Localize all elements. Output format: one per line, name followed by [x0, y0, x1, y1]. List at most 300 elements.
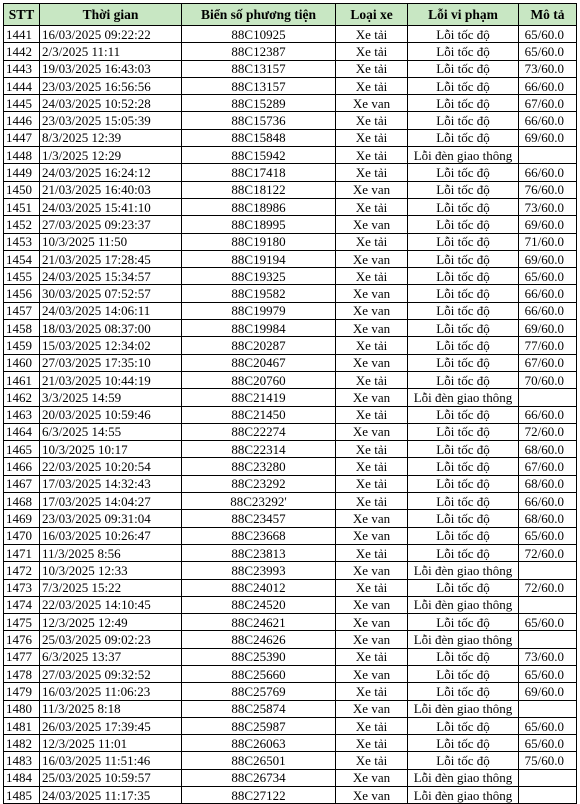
- cell-vehicle-type: Xe tải: [336, 60, 408, 77]
- cell-description: 68/60.0: [519, 475, 577, 492]
- cell-description: 76/60.0: [519, 181, 577, 198]
- table-row: [4, 233, 577, 250]
- cell-violation: Lỗi đèn giao thông: [408, 147, 519, 164]
- cell-time: 25/03/2025 10:59:57: [40, 769, 182, 786]
- cell-plate: 88C23993: [182, 562, 336, 579]
- cell-time: 8/3/2025 12:39: [40, 129, 182, 146]
- cell-time: 16/03/2025 11:51:46: [40, 752, 182, 769]
- table-row: [4, 683, 577, 700]
- cell-violation: Lỗi tốc độ: [408, 493, 519, 510]
- table-row: [4, 579, 577, 596]
- cell-description: 67/60.0: [519, 354, 577, 371]
- cell-description: 73/60.0: [519, 648, 577, 665]
- header-vehicle-type: Loại xe: [336, 4, 408, 26]
- cell-description: [519, 787, 577, 804]
- table-row: [4, 527, 577, 544]
- cell-description: [519, 700, 577, 717]
- cell-violation: Lỗi tốc độ: [408, 233, 519, 250]
- cell-vehicle-type: Xe van: [336, 527, 408, 544]
- cell-stt: 1468: [4, 493, 40, 510]
- table-row: [4, 112, 577, 129]
- cell-violation: Lỗi tốc độ: [408, 250, 519, 267]
- table-row: [4, 735, 577, 752]
- cell-stt: 1469: [4, 510, 40, 527]
- cell-plate: 88C25769: [182, 683, 336, 700]
- cell-description: 69/60.0: [519, 320, 577, 337]
- cell-plate: 88C19979: [182, 302, 336, 319]
- table-row: [4, 198, 577, 215]
- cell-stt: 1472: [4, 562, 40, 579]
- cell-time: 24/03/2025 10:52:28: [40, 95, 182, 112]
- cell-violation: Lỗi tốc độ: [408, 752, 519, 769]
- cell-time: 23/03/2025 09:31:04: [40, 510, 182, 527]
- cell-vehicle-type: Xe tải: [336, 579, 408, 596]
- cell-stt: 1470: [4, 527, 40, 544]
- cell-time: 19/03/2025 16:43:03: [40, 60, 182, 77]
- cell-vehicle-type: Xe tải: [336, 164, 408, 181]
- cell-violation: Lỗi tốc độ: [408, 441, 519, 458]
- cell-stt: 1449: [4, 164, 40, 181]
- cell-description: 66/60.0: [519, 285, 577, 302]
- cell-description: [519, 562, 577, 579]
- cell-stt: 1460: [4, 354, 40, 371]
- cell-vehicle-type: Xe van: [336, 302, 408, 319]
- table-row: [4, 181, 577, 198]
- cell-time: 16/03/2025 10:26:47: [40, 527, 182, 544]
- cell-plate: 88C15736: [182, 112, 336, 129]
- cell-description: 66/60.0: [519, 302, 577, 319]
- header-plate: Biển số phương tiện: [182, 4, 336, 26]
- cell-description: 72/60.0: [519, 544, 577, 561]
- cell-vehicle-type: Xe van: [336, 95, 408, 112]
- cell-vehicle-type: Xe tải: [336, 458, 408, 475]
- cell-stt: 1461: [4, 371, 40, 388]
- cell-description: [519, 631, 577, 648]
- cell-description: 77/60.0: [519, 337, 577, 354]
- cell-violation: Lỗi tốc độ: [408, 544, 519, 561]
- cell-vehicle-type: Xe van: [336, 181, 408, 198]
- cell-vehicle-type: Xe tải: [336, 112, 408, 129]
- cell-violation: Lỗi tốc độ: [408, 510, 519, 527]
- table-row: [4, 95, 577, 112]
- cell-vehicle-type: Xe van: [336, 787, 408, 804]
- cell-plate: 88C19194: [182, 250, 336, 267]
- cell-vehicle-type: Xe van: [336, 562, 408, 579]
- cell-stt: 1462: [4, 389, 40, 406]
- header-time: Thời gian: [40, 4, 182, 26]
- cell-plate: 88C19984: [182, 320, 336, 337]
- cell-time: 15/03/2025 12:34:02: [40, 337, 182, 354]
- table-row: [4, 544, 577, 561]
- cell-stt: 1451: [4, 198, 40, 215]
- cell-stt: 1463: [4, 406, 40, 423]
- table-row: [4, 389, 577, 406]
- cell-vehicle-type: Xe van: [336, 665, 408, 682]
- table-row: [4, 43, 577, 60]
- cell-time: 21/03/2025 17:28:45: [40, 250, 182, 267]
- cell-time: 27/03/2025 09:32:52: [40, 665, 182, 682]
- cell-violation: Lỗi tốc độ: [408, 268, 519, 285]
- cell-description: 65/60.0: [519, 665, 577, 682]
- cell-stt: 1476: [4, 631, 40, 648]
- cell-stt: 1444: [4, 77, 40, 94]
- cell-violation: Lỗi tốc độ: [408, 181, 519, 198]
- table-row: [4, 268, 577, 285]
- table-row: [4, 250, 577, 267]
- cell-vehicle-type: Xe tải: [336, 337, 408, 354]
- table-row: [4, 752, 577, 769]
- cell-plate: 88C18122: [182, 181, 336, 198]
- cell-violation: Lỗi tốc độ: [408, 665, 519, 682]
- cell-time: 1/3/2025 12:29: [40, 147, 182, 164]
- cell-vehicle-type: Xe van: [336, 354, 408, 371]
- cell-plate: 88C26501: [182, 752, 336, 769]
- cell-description: 75/60.0: [519, 752, 577, 769]
- cell-description: 66/60.0: [519, 493, 577, 510]
- header-stt: STT: [4, 4, 40, 26]
- cell-violation: Lỗi tốc độ: [408, 371, 519, 388]
- cell-description: 65/60.0: [519, 268, 577, 285]
- cell-stt: 1477: [4, 648, 40, 665]
- cell-plate: 88C19582: [182, 285, 336, 302]
- cell-stt: 1456: [4, 285, 40, 302]
- cell-vehicle-type: Xe tải: [336, 717, 408, 734]
- cell-violation: Lỗi tốc độ: [408, 216, 519, 233]
- cell-plate: 88C24520: [182, 596, 336, 613]
- cell-plate: 88C17418: [182, 164, 336, 181]
- cell-vehicle-type: Xe tải: [336, 43, 408, 60]
- table-row: [4, 631, 577, 648]
- cell-description: 72/60.0: [519, 423, 577, 440]
- cell-plate: 88C24626: [182, 631, 336, 648]
- cell-violation: Lỗi tốc độ: [408, 614, 519, 631]
- cell-plate: 88C23457: [182, 510, 336, 527]
- cell-plate: 88C23292: [182, 475, 336, 492]
- cell-plate: 88C20760: [182, 371, 336, 388]
- cell-vehicle-type: Xe van: [336, 596, 408, 613]
- cell-stt: 1446: [4, 112, 40, 129]
- cell-vehicle-type: Xe tải: [336, 233, 408, 250]
- table-row: [4, 320, 577, 337]
- cell-plate: 88C26063: [182, 735, 336, 752]
- table-row: [4, 787, 577, 804]
- table-row: [4, 337, 577, 354]
- cell-stt: 1442: [4, 43, 40, 60]
- cell-time: 18/03/2025 08:37:00: [40, 320, 182, 337]
- cell-vehicle-type: Xe van: [336, 216, 408, 233]
- cell-violation: Lỗi tốc độ: [408, 475, 519, 492]
- cell-time: 24/03/2025 15:34:57: [40, 268, 182, 285]
- cell-description: 73/60.0: [519, 198, 577, 215]
- cell-time: 6/3/2025 14:55: [40, 423, 182, 440]
- table-row: [4, 475, 577, 492]
- cell-stt: 1471: [4, 544, 40, 561]
- cell-description: 73/60.0: [519, 60, 577, 77]
- cell-description: 65/60.0: [519, 614, 577, 631]
- table-row: [4, 510, 577, 527]
- table-row: [4, 441, 577, 458]
- cell-description: 66/60.0: [519, 112, 577, 129]
- cell-time: 11/3/2025 8:18: [40, 700, 182, 717]
- cell-time: 27/03/2025 17:35:10: [40, 354, 182, 371]
- cell-stt: 1466: [4, 458, 40, 475]
- cell-violation: Lỗi tốc độ: [408, 406, 519, 423]
- cell-stt: 1481: [4, 717, 40, 734]
- cell-violation: Lỗi tốc độ: [408, 198, 519, 215]
- cell-violation: Lỗi tốc độ: [408, 683, 519, 700]
- cell-time: 21/03/2025 16:40:03: [40, 181, 182, 198]
- header-description: Mô tả: [519, 4, 577, 26]
- cell-stt: 1482: [4, 735, 40, 752]
- table-row: [4, 423, 577, 440]
- cell-stt: 1447: [4, 129, 40, 146]
- cell-vehicle-type: Xe tải: [336, 198, 408, 215]
- cell-time: 20/03/2025 10:59:46: [40, 406, 182, 423]
- cell-vehicle-type: Xe tải: [336, 493, 408, 510]
- cell-plate: 88C15942: [182, 147, 336, 164]
- table-row: [4, 164, 577, 181]
- table-header-row: [4, 4, 577, 26]
- cell-violation: Lỗi tốc độ: [408, 77, 519, 94]
- cell-violation: Lỗi tốc độ: [408, 423, 519, 440]
- cell-plate: 88C22314: [182, 441, 336, 458]
- cell-violation: Lỗi đèn giao thông: [408, 631, 519, 648]
- table-row: [4, 60, 577, 77]
- cell-stt: 1483: [4, 752, 40, 769]
- cell-plate: 88C20287: [182, 337, 336, 354]
- cell-violation: Lỗi tốc độ: [408, 354, 519, 371]
- cell-description: 66/60.0: [519, 164, 577, 181]
- cell-vehicle-type: Xe van: [336, 423, 408, 440]
- cell-vehicle-type: Xe tải: [336, 77, 408, 94]
- cell-plate: 88C10925: [182, 26, 336, 43]
- cell-description: 65/60.0: [519, 26, 577, 43]
- cell-time: 26/03/2025 17:39:45: [40, 717, 182, 734]
- cell-stt: 1448: [4, 147, 40, 164]
- cell-description: [519, 147, 577, 164]
- cell-violation: Lỗi tốc độ: [408, 735, 519, 752]
- violations-table-container: [3, 3, 577, 804]
- cell-plate: 88C15848: [182, 129, 336, 146]
- cell-violation: Lỗi đèn giao thông: [408, 769, 519, 786]
- table-row: [4, 371, 577, 388]
- table-body: [4, 26, 577, 804]
- table-row: [4, 458, 577, 475]
- cell-description: 68/60.0: [519, 441, 577, 458]
- cell-time: 6/3/2025 13:37: [40, 648, 182, 665]
- cell-time: 25/03/2025 09:02:23: [40, 631, 182, 648]
- table-row: [4, 769, 577, 786]
- cell-time: 22/03/2025 14:10:45: [40, 596, 182, 613]
- cell-stt: 1479: [4, 683, 40, 700]
- cell-vehicle-type: Xe tải: [336, 406, 408, 423]
- table-row: [4, 700, 577, 717]
- cell-stt: 1478: [4, 665, 40, 682]
- cell-time: 24/03/2025 15:41:10: [40, 198, 182, 215]
- cell-time: 24/03/2025 16:24:12: [40, 164, 182, 181]
- cell-plate: 88C23668: [182, 527, 336, 544]
- cell-vehicle-type: Xe tải: [336, 752, 408, 769]
- cell-plate: 88C21419: [182, 389, 336, 406]
- cell-time: 16/03/2025 09:22:22: [40, 26, 182, 43]
- violations-table: [3, 3, 577, 804]
- cell-stt: 1459: [4, 337, 40, 354]
- cell-violation: Lỗi đèn giao thông: [408, 562, 519, 579]
- cell-violation: Lỗi đèn giao thông: [408, 787, 519, 804]
- table-row: [4, 26, 577, 43]
- cell-vehicle-type: Xe van: [336, 320, 408, 337]
- cell-description: 70/60.0: [519, 371, 577, 388]
- header-violation: Lỗi vi phạm: [408, 4, 519, 26]
- cell-time: 23/03/2025 15:05:39: [40, 112, 182, 129]
- cell-stt: 1485: [4, 787, 40, 804]
- cell-time: 21/03/2025 10:44:19: [40, 371, 182, 388]
- cell-time: 30/03/2025 07:52:57: [40, 285, 182, 302]
- cell-stt: 1453: [4, 233, 40, 250]
- table-row: [4, 129, 577, 146]
- table-row: [4, 596, 577, 613]
- cell-plate: 88C13157: [182, 60, 336, 77]
- cell-stt: 1443: [4, 60, 40, 77]
- cell-stt: 1455: [4, 268, 40, 285]
- cell-time: 3/3/2025 14:59: [40, 389, 182, 406]
- cell-plate: 88C22274: [182, 423, 336, 440]
- cell-vehicle-type: Xe van: [336, 285, 408, 302]
- cell-vehicle-type: Xe tải: [336, 735, 408, 752]
- cell-violation: Lỗi tốc độ: [408, 95, 519, 112]
- cell-plate: 88C24621: [182, 614, 336, 631]
- cell-plate: 88C25987: [182, 717, 336, 734]
- cell-description: 69/60.0: [519, 216, 577, 233]
- cell-stt: 1450: [4, 181, 40, 198]
- cell-plate: 88C23280: [182, 458, 336, 475]
- table-row: [4, 665, 577, 682]
- table-row: [4, 302, 577, 319]
- table-row: [4, 216, 577, 233]
- table-row: [4, 406, 577, 423]
- cell-stt: 1441: [4, 26, 40, 43]
- cell-description: [519, 596, 577, 613]
- cell-vehicle-type: Xe tải: [336, 129, 408, 146]
- cell-vehicle-type: Xe van: [336, 250, 408, 267]
- cell-stt: 1464: [4, 423, 40, 440]
- cell-violation: Lỗi đèn giao thông: [408, 596, 519, 613]
- cell-vehicle-type: Xe tải: [336, 475, 408, 492]
- cell-stt: 1452: [4, 216, 40, 233]
- cell-plate: 88C12387: [182, 43, 336, 60]
- cell-violation: Lỗi tốc độ: [408, 43, 519, 60]
- cell-violation: Lỗi tốc độ: [408, 164, 519, 181]
- cell-plate: 88C21450: [182, 406, 336, 423]
- cell-time: 27/03/2025 09:23:37: [40, 216, 182, 233]
- cell-violation: Lỗi tốc độ: [408, 579, 519, 596]
- cell-violation: Lỗi tốc độ: [408, 527, 519, 544]
- cell-plate: 88C25390: [182, 648, 336, 665]
- cell-description: [519, 769, 577, 786]
- cell-time: 17/03/2025 14:32:43: [40, 475, 182, 492]
- cell-violation: Lỗi tốc độ: [408, 129, 519, 146]
- cell-time: 10/3/2025 10:17: [40, 441, 182, 458]
- cell-vehicle-type: Xe tải: [336, 683, 408, 700]
- cell-time: 16/03/2025 11:06:23: [40, 683, 182, 700]
- cell-plate: 88C23813: [182, 544, 336, 561]
- table-row: [4, 562, 577, 579]
- cell-violation: Lỗi đèn giao thông: [408, 389, 519, 406]
- cell-vehicle-type: Xe van: [336, 769, 408, 786]
- cell-time: 12/3/2025 11:01: [40, 735, 182, 752]
- cell-vehicle-type: Xe tải: [336, 268, 408, 285]
- table-row: [4, 614, 577, 631]
- cell-plate: 88C26734: [182, 769, 336, 786]
- table-row: [4, 77, 577, 94]
- cell-time: 17/03/2025 14:04:27: [40, 493, 182, 510]
- table-row: [4, 493, 577, 510]
- cell-violation: Lỗi tốc độ: [408, 302, 519, 319]
- cell-time: 10/3/2025 12:33: [40, 562, 182, 579]
- cell-vehicle-type: Xe van: [336, 389, 408, 406]
- cell-plate: 88C19325: [182, 268, 336, 285]
- cell-plate: 88C13157: [182, 77, 336, 94]
- cell-vehicle-type: Xe tải: [336, 544, 408, 561]
- cell-description: 69/60.0: [519, 129, 577, 146]
- cell-stt: 1480: [4, 700, 40, 717]
- table-row: [4, 717, 577, 734]
- table-row: [4, 147, 577, 164]
- cell-description: 69/60.0: [519, 683, 577, 700]
- table-row: [4, 354, 577, 371]
- cell-vehicle-type: Xe tải: [336, 441, 408, 458]
- cell-time: 11/3/2025 8:56: [40, 544, 182, 561]
- cell-plate: 88C23292': [182, 493, 336, 510]
- cell-plate: 88C25660: [182, 665, 336, 682]
- cell-vehicle-type: Xe tải: [336, 648, 408, 665]
- cell-time: 7/3/2025 15:22: [40, 579, 182, 596]
- cell-violation: Lỗi tốc độ: [408, 60, 519, 77]
- cell-violation: Lỗi tốc độ: [408, 320, 519, 337]
- table-row: [4, 285, 577, 302]
- cell-description: 65/60.0: [519, 527, 577, 544]
- cell-stt: 1484: [4, 769, 40, 786]
- cell-stt: 1467: [4, 475, 40, 492]
- cell-violation: Lỗi tốc độ: [408, 337, 519, 354]
- cell-violation: Lỗi tốc độ: [408, 285, 519, 302]
- cell-description: [519, 389, 577, 406]
- cell-time: 24/03/2025 11:17:35: [40, 787, 182, 804]
- cell-plate: 88C18986: [182, 198, 336, 215]
- cell-plate: 88C19180: [182, 233, 336, 250]
- cell-vehicle-type: Xe tải: [336, 147, 408, 164]
- cell-plate: 88C18995: [182, 216, 336, 233]
- cell-violation: Lỗi tốc độ: [408, 717, 519, 734]
- cell-violation: Lỗi đèn giao thông: [408, 700, 519, 717]
- cell-description: 67/60.0: [519, 95, 577, 112]
- cell-stt: 1475: [4, 614, 40, 631]
- cell-time: 22/03/2025 10:20:54: [40, 458, 182, 475]
- cell-time: 10/3/2025 11:50: [40, 233, 182, 250]
- cell-violation: Lỗi tốc độ: [408, 112, 519, 129]
- cell-plate: 88C20467: [182, 354, 336, 371]
- cell-description: 65/60.0: [519, 717, 577, 734]
- cell-description: 66/60.0: [519, 77, 577, 94]
- cell-vehicle-type: Xe tải: [336, 26, 408, 43]
- cell-stt: 1457: [4, 302, 40, 319]
- cell-stt: 1445: [4, 95, 40, 112]
- cell-description: 66/60.0: [519, 406, 577, 423]
- cell-vehicle-type: Xe van: [336, 614, 408, 631]
- cell-violation: Lỗi tốc độ: [408, 458, 519, 475]
- cell-stt: 1465: [4, 441, 40, 458]
- cell-description: 71/60.0: [519, 233, 577, 250]
